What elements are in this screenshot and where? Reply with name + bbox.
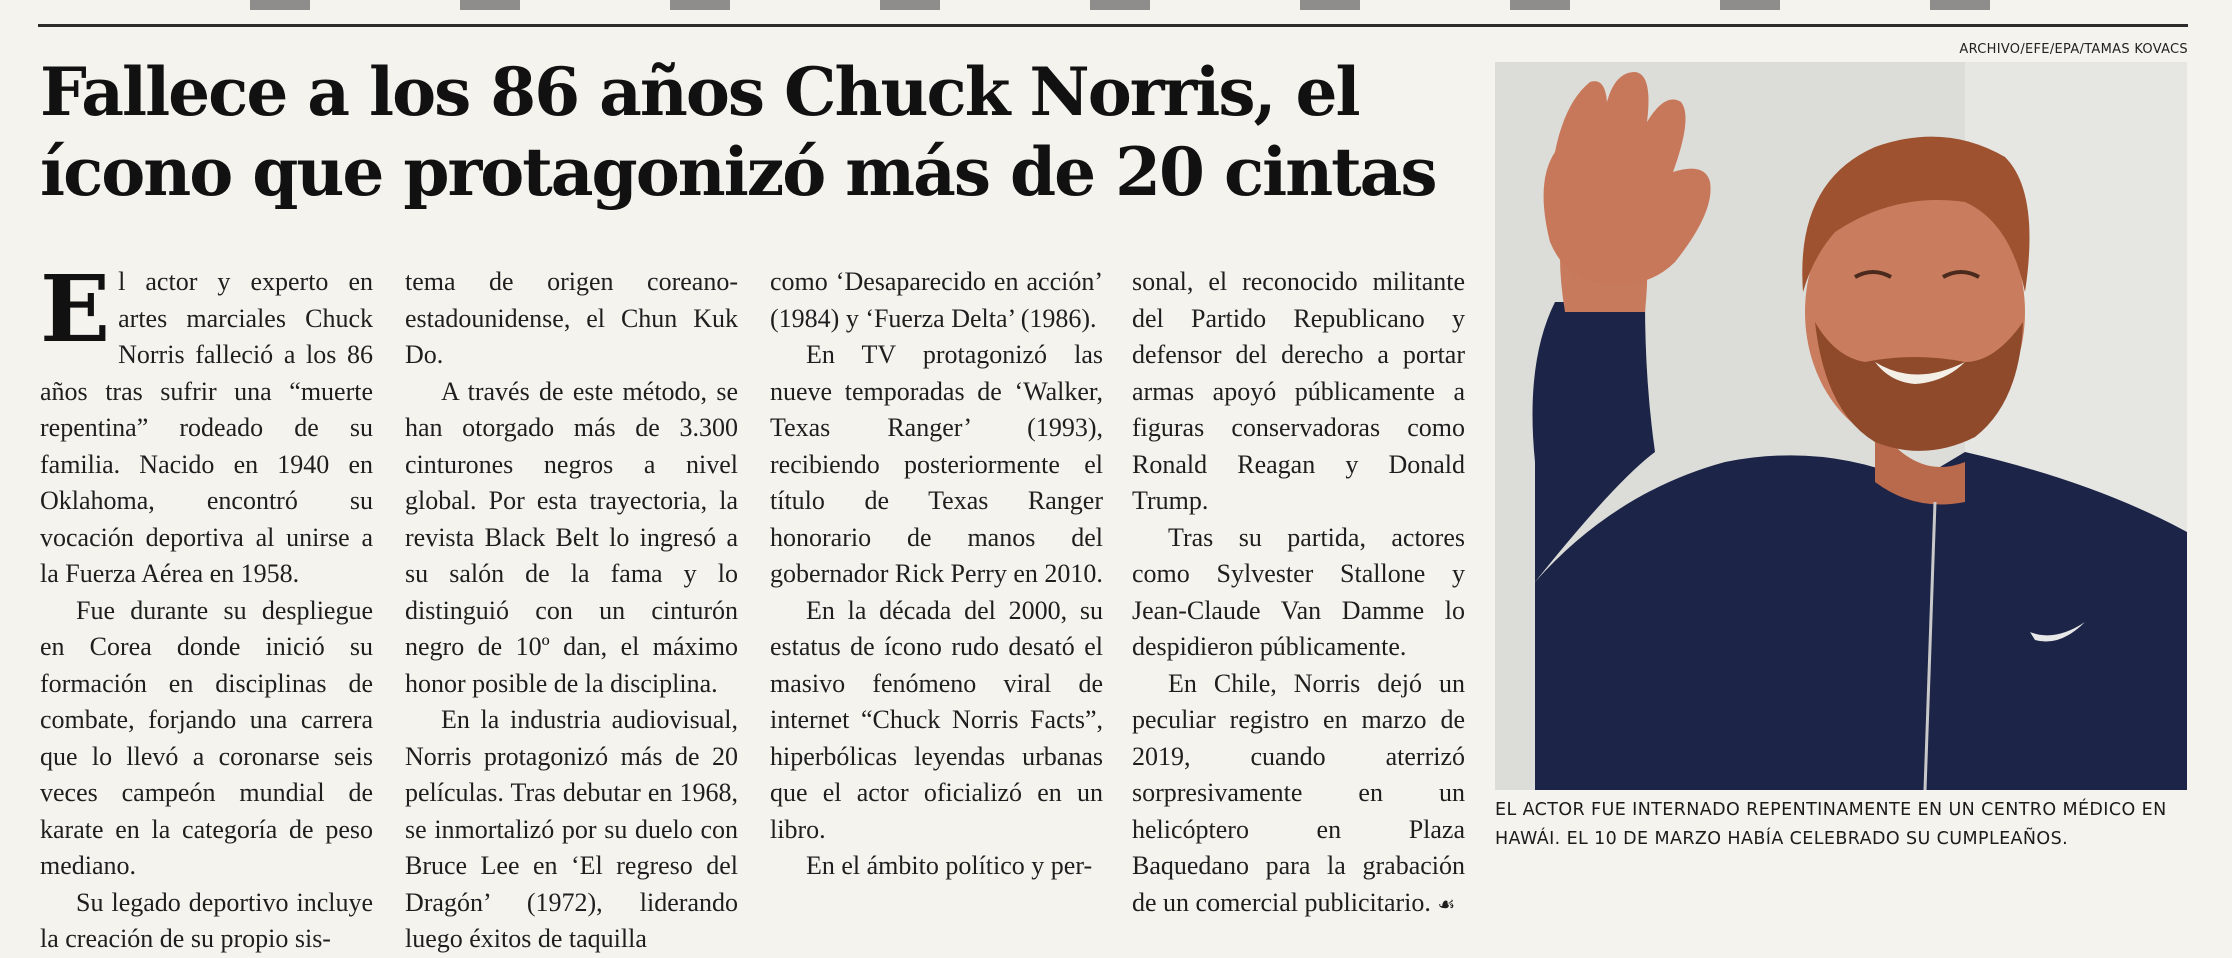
article-paragraph: En la industria audiovisual, Norris protagonizó más de 20 películas. Tras debutar en 1968, se inmortalizó por su duelo con Bruce Lee en ‘El regreso del Dragón’ (1972), liderando luego éxitos de taquilla (405, 705, 738, 953)
paragraph-text: l actor y experto en artes marciales Chuck Norris falleció a los 86 años tras sufrir una “muerte repentina” rodeado de su familia. Nacido en 1940 en Oklahoma, encontró su vocación deportiva al unirse a la Fuerza Aérea en 1958. (40, 267, 373, 588)
article-paragraph: En la década del 2000, su estatus de ícono rudo desató el masivo fenómeno viral de internet “Chuck Norris Facts”, hiperbólicas leyendas urbanas que el actor oficializó en un libro. (770, 595, 1103, 844)
article-paragraph (40, 255, 373, 593)
photo-caption: EL ACTOR FUE INTERNADO REPENTINAMENTE EN UN CENTRO MÉDICO EN HAWÁI. EL 10 DE MARZO HABÍA CELEBRADO SU CUMPLEAÑOS. (1495, 800, 2167, 849)
article-paragraph: sonal, el reconocido militante del Partido Republicano y defensor del derecho a portar armas apoyó públicamente a figuras conservadoras como Ronald Reagan y Donald Trump. (1132, 267, 1465, 515)
paragraph-text: En Chile, Norris dejó un peculiar registro en marzo de 2019, cuando aterrizó sorpresivamente en un helicóptero en Plaza Baquedano para la grabación de un comercial publicitario. (1132, 668, 1465, 917)
drop-cap: E (40, 255, 111, 363)
article-column-1 (40, 255, 373, 958)
article-photo (1495, 62, 2187, 790)
article-headline: Fallece a los 86 años Chuck Norris, el ícono que protagonizó más de 20 cintas (40, 53, 1436, 211)
article-paragraph: Su legado deportivo incluye la creación de su propio sis- (40, 887, 373, 953)
article-paragraph: En el ámbito político y per- (806, 851, 1093, 880)
previous-article-remnant (250, 0, 2100, 10)
article-paragraph: En TV protagonizó las nueve temporadas de ‘Walker, Texas Ranger’ (1993), recibiendo posteriormente el título de Texas Ranger honorario de manos del gobernador Rick Perry en 2010. (770, 340, 1103, 588)
top-rule (38, 24, 2188, 27)
photo-illustration (1495, 62, 2187, 790)
article-paragraph: A través de este método, se han otorgado más de 3.300 cinturones negros a nivel global. Por esta trayectoria, la revista Black Belt lo ingresó a su salón de la fama y lo distinguió con un cinturón negro de 10º dan, el máximo honor posible de la disciplina. (405, 376, 738, 698)
article-paragraph: como ‘Desaparecido en acción’ (1984) y ‘Fuerza Delta’ (1986). (770, 267, 1103, 333)
article-column-3 (770, 264, 1103, 885)
photo-credit: ARCHIVO/EFE/EPA/TAMAS KOVACS (1959, 42, 2188, 57)
article-paragraph: Tras su partida, actores como Sylvester Stallone y Jean-Claude Van Damme lo despidieron públicamente. (1132, 522, 1465, 661)
article-paragraph (1132, 666, 1465, 923)
article-paragraph: Fue durante su despliegue en Corea donde inició su formación en disciplinas de combate, forjando una carrera que lo llevó a coronarse seis veces campeón mundial de karate en la categoría de peso mediano. (40, 595, 373, 880)
article-column-4 (1132, 264, 1465, 922)
article-paragraph: tema de origen coreano-estadounidense, el Chun Kuk Do. (405, 267, 738, 369)
article-column-2 (405, 264, 738, 958)
end-of-article-icon: ☙ (1437, 891, 1456, 916)
